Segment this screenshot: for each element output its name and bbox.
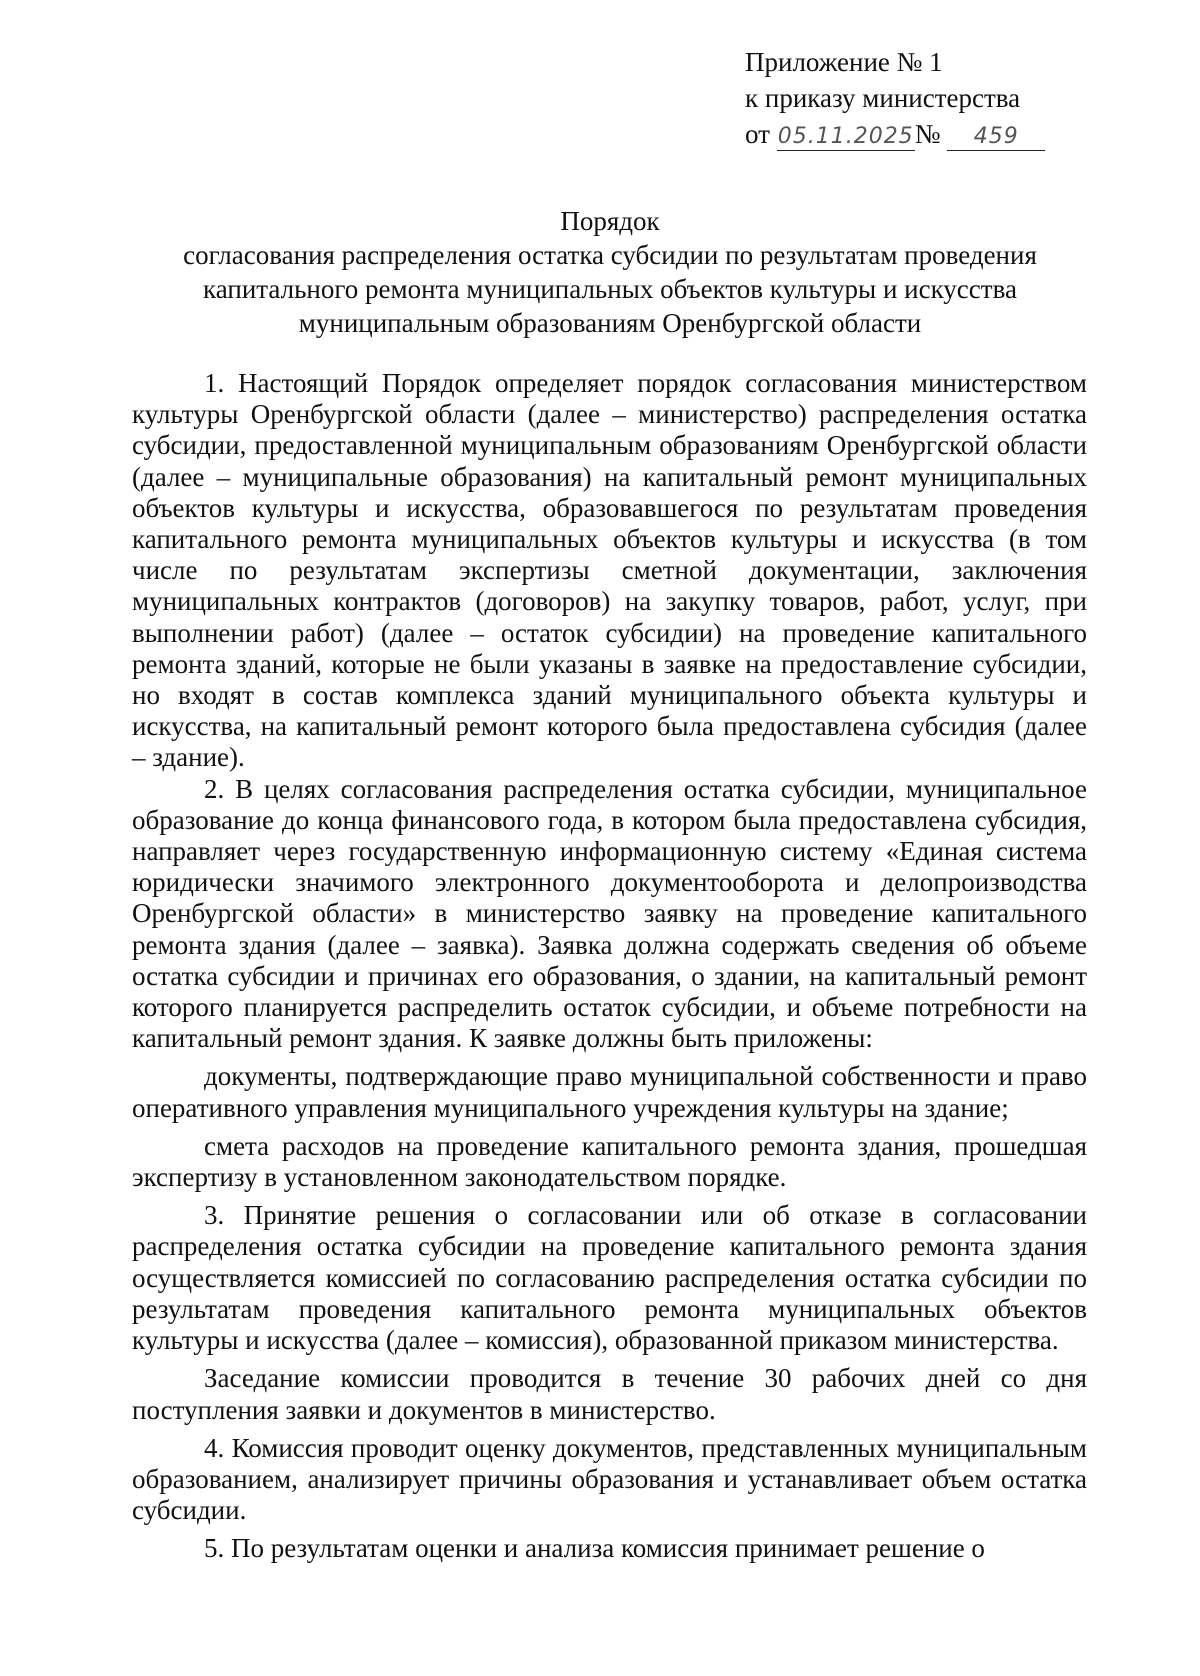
paragraph-5: 5. По результатам оценки и анализа комиссия принимает решение о (204, 1533, 985, 1564)
paragraph-3: 3. Принятие решения о согласовании или об отказе в согласовании распределения остатка субсидии на проведение капитального ремонта здания осуществляется комиссией по согласованию распределения остатка субсидии по результатам проведения капитального ремонта муниципальных объектов культуры и искусства (далее – комиссия), образованной приказом министерства. (132, 1200, 1087, 1356)
paragraph-2-item-1: документы, подтверждающие право муниципальной собственности и право оперативного управления муниципального учреждения культуры на здание; (132, 1061, 1087, 1123)
appendix-number: Приложение № 1 (745, 47, 943, 77)
handwritten-number: 459 (947, 124, 1045, 151)
appendix-header (745, 44, 1045, 152)
from-label: от (745, 119, 770, 149)
number-label: № (914, 119, 941, 149)
paragraph-3-meeting: Заседание комиссии проводится в течение 30 рабочих дней со дня поступления заявки и документов в министерство. (132, 1363, 1087, 1425)
title-main: Порядок (560, 206, 660, 236)
order-date-number-row (745, 116, 1045, 152)
appendix-order-ref: к приказу министерства (745, 83, 1021, 113)
paragraph-4: 4. Комиссия проводит оценку документов, представленных муниципальным образованием, анализирует причины образования и устанавливает объем остатка субсидии. (132, 1432, 1087, 1526)
document-title (130, 204, 1090, 340)
title-subtitle: согласования распределения остатка субсидии по результатам проведения капитального ремонта муниципальных объектов культуры и искусства муниципальным образованиям Оренбургской области (183, 240, 1037, 338)
handwritten-date: 05.11.2025 (777, 124, 914, 149)
paragraph-1: 1. Настоящий Порядок определяет порядок согласования министерством культуры Оренбургской области (далее – министерство) распределения остатка субсидии, предоставленной муниципальным образованиям Оренбургской области (далее – муниципальные образования) на капитальный ремонт муниципальных объектов культуры и искусства, образовавшегося по результатам проведения капитального ремонта муниципальных объектов культуры и искусства (в том числе по результатам экспертизы сметной документации, заключения муниципальных контрактов (договоров) на закупку товаров, работ, услуг, при выполнении работ) (далее – остаток субсидии) на проведение капитального ремонта зданий, которые не были указаны в заявке на предоставление субсидии, но входят в состав комплекса зданий муниципального объекта культуры и искусства, на капитальный ремонт которого была предоставлена субсидия (далее – здание). (132, 368, 1087, 773)
paragraph-2-item-2: смета расходов на проведение капитального ремонта здания, прошедшая экспертизу в установленном законодательством порядке. (132, 1130, 1087, 1193)
document-body (132, 368, 1087, 1565)
paragraph-2: 2. В целях согласования распределения остатка субсидии, муниципальное образование до конца финансового года, в котором была предоставлена субсидия, направляет через государственную информационную систему «Единая система юридически значимого электронного документооборота и делопроизводства Оренбургской области» в министерство заявку на проведение капитального ремонта здания (далее – заявка). Заявка должна содержать сведения об объеме остатка субсидии и причинах его образования, о здании, на капитальный ремонт которого планируется распределить остаток субсидии, и объеме потребности на капитальный ремонт здания. К заявке должны быть приложены: (132, 773, 1087, 1054)
